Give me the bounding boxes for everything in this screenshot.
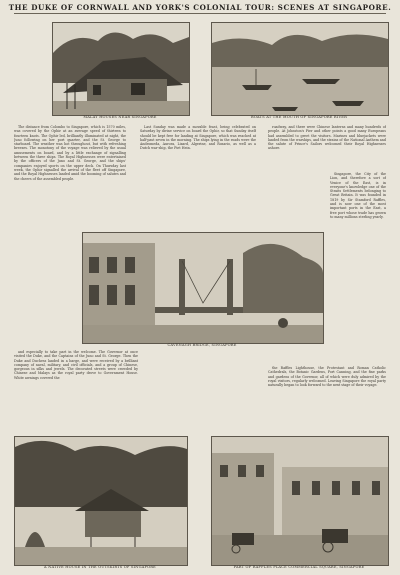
article-paragraph: Last Sunday was made a movable feast, being celebrated on Saturday by divine service on board the Ophir, so that Sunday itself should be kept free for landing at Singapore, which was reached at half-past seven in the morning. The ships lying in the roads were the Andromeda, Aurora, Lizard, Algerine, and Rosario, as well as a Dutch war-ship, the Piet Hein. (140, 125, 256, 151)
cavenagh-bridge-caption: CAVENAGH BRIDGE, SINGAPORE (167, 343, 237, 347)
article-paragraph: roadway, and there were Chinese lanterns and many hundreds of people. At Johnston's Pier and other points a good many Europeans had assembled to greet the visitors. Marines and bluejackets were landed from the warships, and the strains of the National Anthem and the salute of Prince's Sailors welcomed their Royal Highnesses ashore. (268, 125, 386, 151)
article-paragraph: and especially to take part in the welcome. The Governor at once visited the Duke, and the Captains of the Juno and St. George. Then the Duke and Duchess landed in a barge, and were received by a brilliant company of naval, military, and civil officials, and a group of Chinese, gorgeous in silks and jewels. The decorated streets were crowded by Chinese and Malays as the royal party drove to Government House. White awnings covered the (14, 350, 138, 380)
masthead-rule (14, 13, 386, 14)
malay-houses-caption: MALAY HOUSES NEAR SINGAPORE (83, 115, 157, 119)
river-mouth-photo (211, 22, 389, 116)
raffles-place-photo (211, 436, 389, 566)
article-column-5 (14, 350, 138, 432)
native-house-caption: A NATIVE HOUSE IN THE OUTSKIRTS OF SINGAPORE (44, 565, 156, 569)
malay-houses-photo (52, 22, 190, 116)
page-masthead: THE DUKE OF CORNWALL AND YORK'S COLONIAL TOUR: SCENES AT SINGAPORE. (8, 3, 392, 12)
article-column-4 (330, 172, 386, 362)
article-paragraph: Singapore, the City of the Lion, and therefore a sort of Venice of the East, is in everyone's knowledge one of the Straits Settlements belonging to Great Britain. It was founded in 1819 by Sir Stamford Raffles, and is now one of the most important ports in the East, a free port whose trade has grown to many millions sterling yearly. (330, 172, 386, 219)
river-mouth-caption: BOATS AT THE MOUTH OF SINGAPORE RIVER (251, 115, 347, 119)
article-column-6 (268, 366, 386, 432)
article-column-2 (140, 125, 256, 181)
article-column-3 (268, 125, 386, 169)
raffles-place-caption: PART OF RAFFLES PLACE COMMERCIAL SQUARE, SINGAPORE (233, 565, 365, 569)
article-paragraph: The distance from Colombo to Singapore, which is 1570 miles, was covered by the Ophir at an average speed of thirteen to fourteen knots. The Ophir led, brilliantly illuminated at night, the Juno following on her port quarter, and the St. George to starboard. The weather was hot throughout, but with refreshing breezes. The monotony of the voyage was relieved by the usual amusements on board, and by a little exchange of signalling between the three ships. The Royal Highnesses were entertained by the officers of the Juno and St. George, and the ships' companies enjoyed sports on the upper deck. On Thursday last week, the Ophir signalled the arrival of the fleet off Singapore, and the Royal Highnesses landed amid the booming of salutes and the cheers of the assembled people. (14, 125, 126, 181)
native-house-photo (14, 436, 188, 566)
article-paragraph: the Raffles Lighthouse, the Protestant and Roman Catholic Cathedrals, the Botanic Gardens, Fort Canning, and the fine parks and gardens of the Governor, all of which were duly admired by the royal visitors, regularly welcomed. Leaving Singapore the royal party naturally began to look forward to the next stage of their voyage. (268, 366, 386, 388)
cavenagh-bridge-photo (82, 232, 324, 344)
